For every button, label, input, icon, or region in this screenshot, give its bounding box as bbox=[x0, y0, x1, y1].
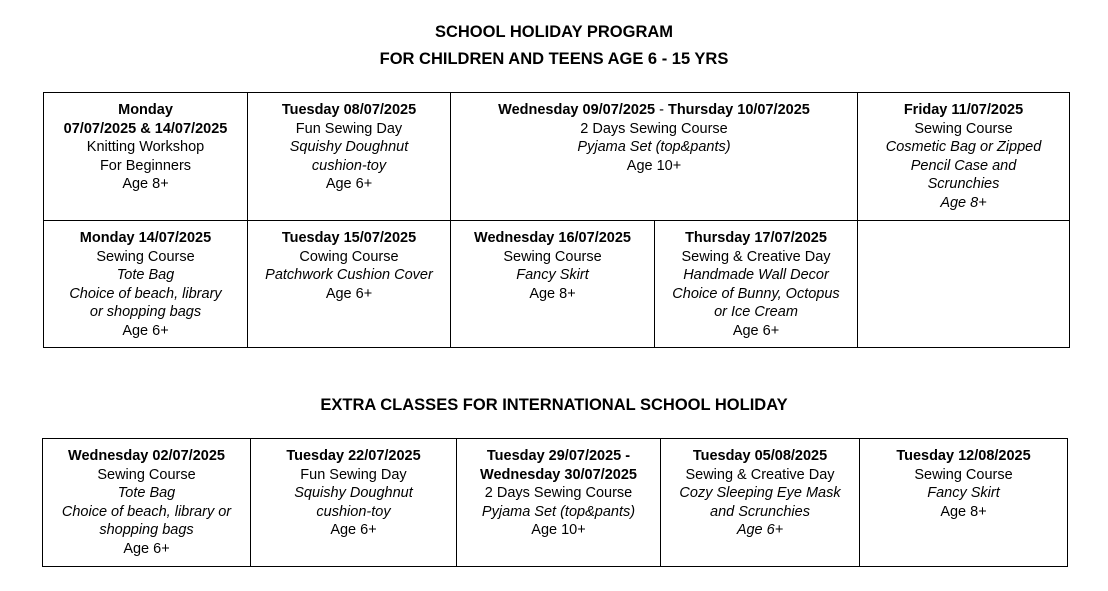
cell-option: shopping bags bbox=[99, 522, 194, 538]
cell-dates: 07/07/2025 & 14/07/2025 bbox=[63, 120, 228, 137]
table-row bbox=[44, 221, 1070, 348]
cell-age: Age 6+ bbox=[732, 322, 780, 339]
cell-age: Age 6+ bbox=[736, 522, 784, 538]
cell-tuesday-fun-sewing bbox=[248, 93, 451, 221]
cell-monday-knitting bbox=[44, 93, 248, 221]
cell-course: Sewing Course bbox=[914, 466, 1013, 483]
cell-day: Tuesday 29/07/2025 - bbox=[486, 448, 631, 464]
cell-project: Squishy Doughnut bbox=[294, 485, 413, 501]
cell-project: Tote Bag bbox=[116, 267, 175, 283]
cell-project: Squishy Doughnut bbox=[289, 139, 409, 155]
cell-option: Choice of beach, library or bbox=[61, 503, 232, 520]
cell-age: Age 6+ bbox=[330, 522, 377, 538]
cell-extra-pyjama bbox=[457, 439, 661, 567]
cell-friday-cosmetic-bag bbox=[858, 93, 1070, 221]
cell-project: Fancy Skirt bbox=[927, 485, 1000, 501]
cell-course: Sewing Course bbox=[96, 248, 195, 265]
cell-course: Sewing Course bbox=[914, 120, 1013, 137]
cell-project: Tote Bag bbox=[117, 485, 176, 501]
cell-age: Age 8+ bbox=[940, 503, 987, 520]
cell-day: Tuesday 05/08/2025 bbox=[692, 448, 828, 464]
cell-detail: For Beginners bbox=[99, 157, 192, 174]
cell-project: Fancy Skirt bbox=[516, 267, 589, 283]
cell-age: Age 6+ bbox=[325, 285, 373, 302]
cell-extra-fun-sewing bbox=[251, 439, 457, 567]
cell-age: Age 10+ bbox=[531, 522, 586, 538]
cell-monday-tote-bag bbox=[44, 221, 248, 348]
cell-age: Age 6+ bbox=[325, 176, 373, 192]
program-title bbox=[0, 22, 1108, 69]
cell-project: Cosmetic Bag or Zipped bbox=[885, 139, 1042, 155]
cell-day-end: Thursday 10/07/2025 bbox=[667, 102, 810, 118]
cell-option: or shopping bags bbox=[89, 304, 202, 320]
cell-course: Fun Sewing Day bbox=[295, 120, 403, 137]
cell-day: Monday bbox=[118, 102, 173, 118]
cell-option: Choice of beach, library bbox=[69, 285, 222, 302]
extra-classes-table bbox=[42, 438, 1068, 567]
cell-project: Pencil Case and bbox=[910, 157, 1017, 174]
cell-project: Patchwork Cushion Cover bbox=[265, 267, 433, 283]
cell-day-range bbox=[455, 101, 853, 120]
cell-option: Choice of Bunny, Octopus bbox=[672, 285, 840, 302]
cell-project: Pyjama Set (top&pants) bbox=[577, 139, 731, 155]
holiday-program-table bbox=[43, 92, 1070, 348]
cell-day: Tuesday 12/08/2025 bbox=[896, 448, 1031, 464]
cell-age: Age 10+ bbox=[626, 157, 682, 174]
cell-project: cushion-toy bbox=[316, 503, 391, 520]
cell-project: Cozy Sleeping Eye Mask bbox=[679, 485, 841, 501]
cell-course: 2 Days Sewing Course bbox=[484, 485, 633, 501]
cell-project: Pyjama Set (top&pants) bbox=[481, 503, 636, 520]
cell-day: Monday 14/07/2025 bbox=[79, 230, 212, 246]
cell-wed-thu-pyjama bbox=[451, 93, 858, 221]
cell-course: Knitting Workshop bbox=[86, 139, 205, 155]
cell-course: Cowing Course bbox=[299, 248, 399, 265]
cell-day-sep: - bbox=[655, 102, 668, 118]
cell-age: Age 6+ bbox=[122, 322, 169, 339]
cell-day: Tuesday 08/07/2025 bbox=[281, 102, 417, 118]
cell-wednesday-fancy-skirt bbox=[451, 221, 655, 348]
cell-age: Age 8+ bbox=[940, 194, 987, 211]
cell-empty bbox=[858, 221, 1070, 348]
title-line-1: SCHOOL HOLIDAY PROGRAM bbox=[434, 23, 674, 41]
cell-day: Tuesday 22/07/2025 bbox=[286, 448, 421, 464]
cell-project: cushion-toy bbox=[311, 157, 387, 174]
cell-extra-fancy-skirt bbox=[860, 439, 1068, 567]
cell-thursday-wall-decor bbox=[655, 221, 858, 348]
cell-day: Thursday 17/07/2025 bbox=[685, 230, 827, 246]
cell-course: Sewing & Creative Day bbox=[681, 248, 831, 265]
cell-age: Age 6+ bbox=[123, 540, 170, 557]
cell-day: Wednesday 02/07/2025 bbox=[68, 448, 225, 464]
cell-project: Handmade Wall Decor bbox=[683, 267, 829, 283]
cell-extra-eye-mask bbox=[661, 439, 860, 567]
cell-day: Wednesday 16/07/2025 bbox=[474, 230, 631, 246]
extra-classes-title: EXTRA CLASSES FOR INTERNATIONAL SCHOOL HOLIDAY bbox=[320, 396, 788, 414]
table-row bbox=[44, 93, 1070, 221]
cell-day: Friday 11/07/2025 bbox=[903, 102, 1024, 118]
cell-extra-tote-bag bbox=[43, 439, 251, 567]
cell-tuesday-patchwork bbox=[248, 221, 451, 348]
table-row bbox=[43, 439, 1068, 567]
cell-age: Age 8+ bbox=[529, 285, 576, 302]
cell-age: Age 8+ bbox=[122, 176, 169, 192]
cell-course: 2 Days Sewing Course bbox=[580, 120, 728, 137]
cell-day-start: Wednesday 09/07/2025 bbox=[498, 102, 656, 118]
cell-course: Sewing & Creative Day bbox=[685, 466, 835, 483]
cell-day: Tuesday 15/07/2025 bbox=[281, 230, 417, 246]
cell-course: Sewing Course bbox=[97, 466, 196, 483]
cell-option: or Ice Cream bbox=[714, 304, 798, 320]
cell-project: Scrunchies bbox=[927, 176, 1000, 192]
cell-day: Wednesday 30/07/2025 bbox=[480, 466, 637, 483]
title-line-2: FOR CHILDREN AND TEENS AGE 6 - 15 YRS bbox=[379, 50, 729, 68]
cell-course: Sewing Course bbox=[503, 248, 602, 265]
cell-course: Fun Sewing Day bbox=[300, 466, 407, 483]
cell-project: and Scrunchies bbox=[710, 503, 810, 520]
